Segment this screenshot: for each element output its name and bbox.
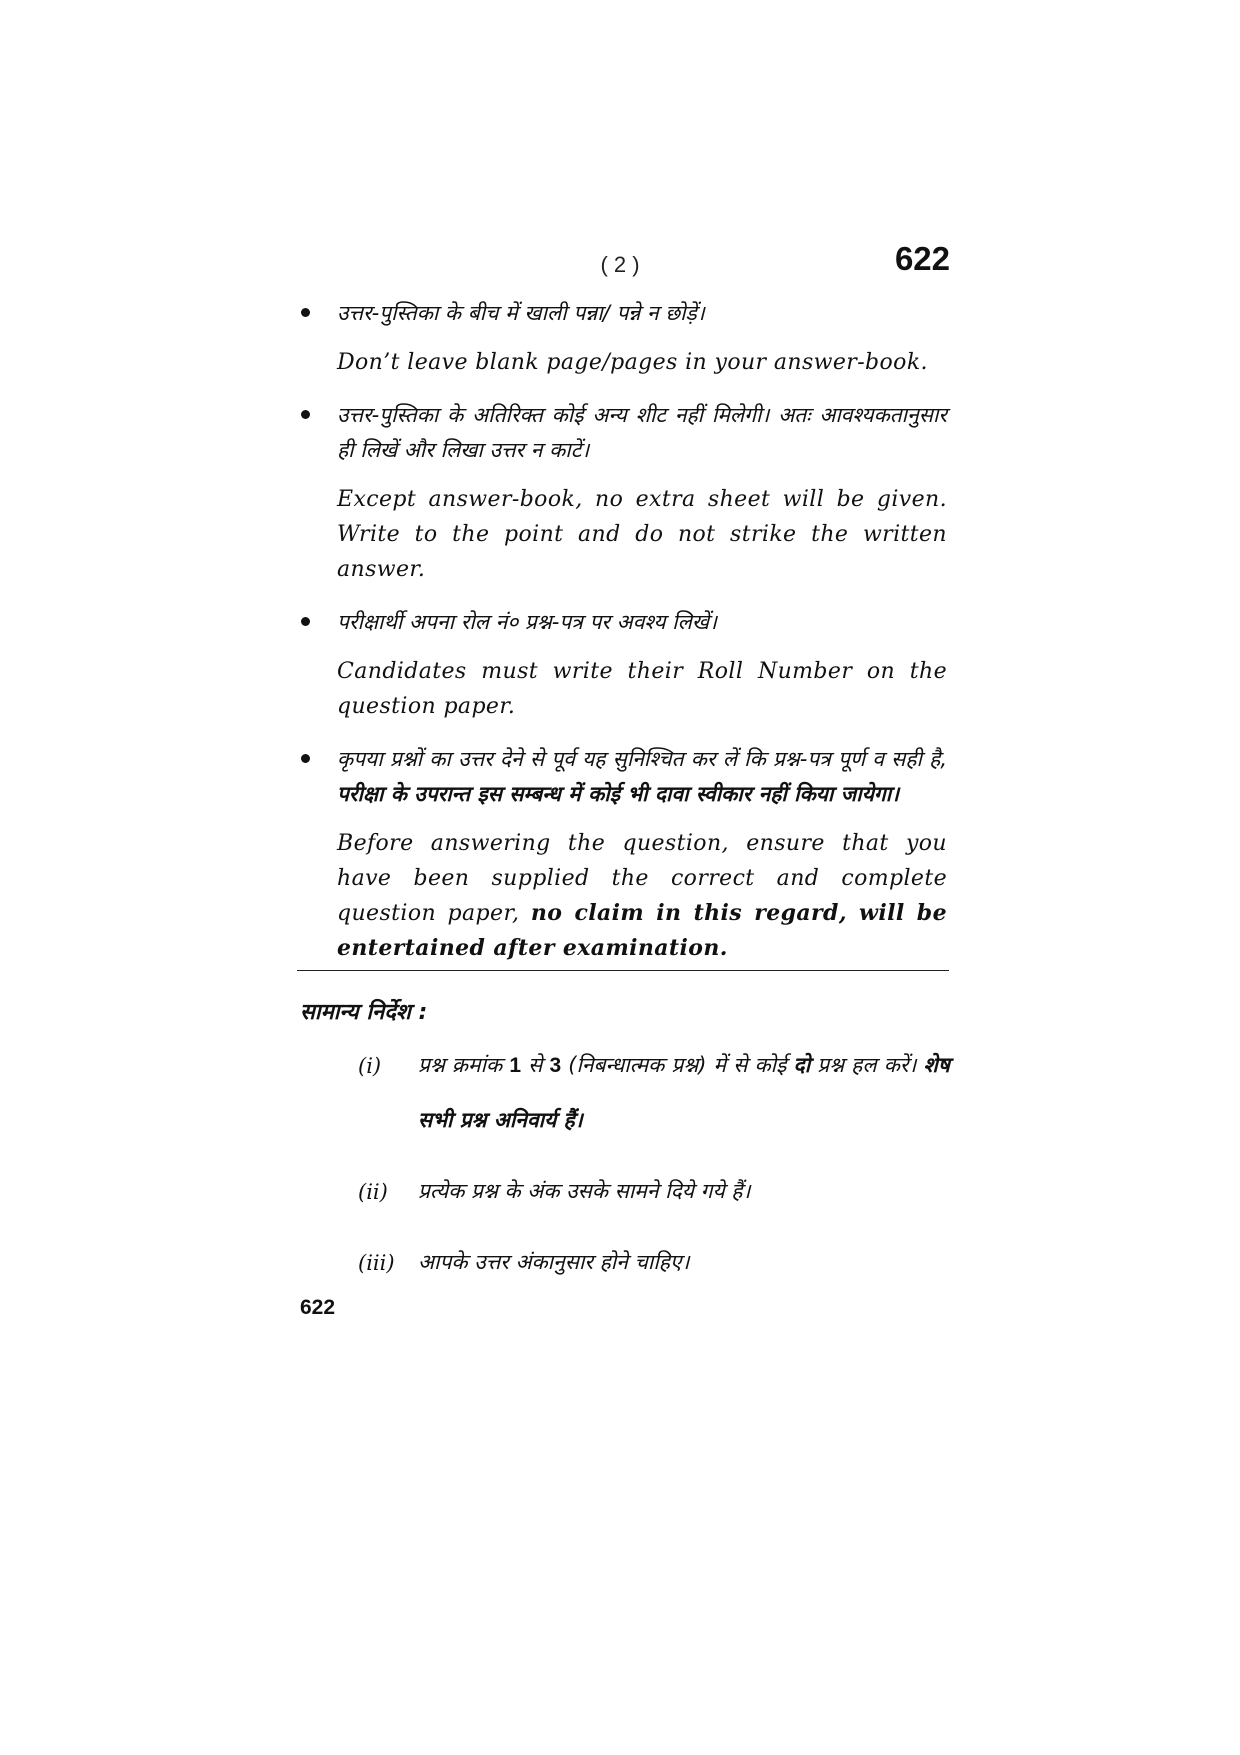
english-instruction: Don’t leave blank page/pages in your answer-book. <box>337 350 928 375</box>
page-number: ( 2 ) <box>600 252 640 277</box>
paper-code: 622 <box>894 240 950 277</box>
instruction-bold: दो <box>793 1053 811 1077</box>
bullet-dot-icon <box>301 617 310 626</box>
instruction-text: प्रत्येक प्रश्न के अंक उसके सामने दिये गये हैं। <box>418 1179 751 1203</box>
hindi-instruction-bold: परीक्षा के उपरान्त इस सम्बन्ध में कोई भी दावा स्वीकार नहीं किया जायेगा। <box>337 782 900 806</box>
bullet-dot-icon <box>301 754 310 763</box>
hindi-instruction: उत्तर-पुस्तिका के अतिरिक्त कोई अन्य शीट नहीं मिलेगी। अतः आवश्यकतानुसार ही लिखें और लिखा उत्तर न काटें। <box>337 403 947 462</box>
instruction-fragment: (निबन्धात्मक प्रश्न) में से कोई <box>568 1053 787 1077</box>
question-number-start: 1 <box>509 1054 521 1077</box>
instruction-text: आपके उत्तर अंकानुसार होने चाहिए। <box>418 1250 690 1274</box>
instruction-text <box>418 1038 950 1148</box>
english-instruction <box>337 826 947 966</box>
bullet-item <box>295 605 947 724</box>
general-instructions-heading: सामान्य निर्देश : <box>300 1000 428 1025</box>
bullet-item <box>295 296 947 380</box>
hindi-instruction: परीक्षार्थी अपना रोल नं० प्रश्न-पत्र पर अवश्य लिखें। <box>337 610 717 634</box>
instruction-item <box>358 1044 950 1154</box>
english-instruction-bold: no claim in this regard, will be entertained after examination. <box>337 900 947 961</box>
english-instruction-text: Before answering the question, ensure that you have been supplied the correct and complete question paper, <box>337 831 947 926</box>
bullet-dot-icon <box>301 308 310 317</box>
hindi-instruction-text: कृपया प्रश्नों का उत्तर देने से पूर्व यह सुनिश्चित कर लें कि प्रश्न-पत्र पूर्ण व सही है, <box>337 747 947 771</box>
instruction-bold: शेष सभी प्रश्न अनिवार्य हैं। <box>418 1053 950 1132</box>
hindi-instruction <box>337 742 947 812</box>
instruction-item <box>358 1241 950 1296</box>
question-number-end: 3 <box>549 1054 562 1077</box>
instruction-fragment: से <box>528 1053 543 1077</box>
bullet-item <box>295 398 947 587</box>
instruction-fragment: प्रश्न हल करें। <box>817 1053 917 1077</box>
general-instructions-list <box>358 1044 950 1312</box>
english-instruction: Except answer-book, no extra sheet will be given. Write to the point and do not strike the written answer. <box>337 487 947 582</box>
instruction-number: (iii) <box>358 1251 395 1275</box>
instruction-fragment: प्रश्न क्रमांक <box>418 1053 503 1077</box>
bullet-dot-icon <box>301 410 310 419</box>
english-instruction: Candidates must write their Roll Number on the question paper. <box>337 659 947 719</box>
footer-paper-code: 622 <box>300 1296 336 1319</box>
instruction-item <box>358 1170 950 1225</box>
instruction-number: (ii) <box>358 1180 388 1204</box>
bullet-item <box>295 742 947 966</box>
instruction-number: (i) <box>358 1054 382 1078</box>
instruction-bullets <box>295 296 947 984</box>
hindi-instruction: उत्तर-पुस्तिका के बीच में खाली पन्ना/ पन्ने न छोड़ें। <box>337 301 705 325</box>
divider-line <box>297 970 949 971</box>
